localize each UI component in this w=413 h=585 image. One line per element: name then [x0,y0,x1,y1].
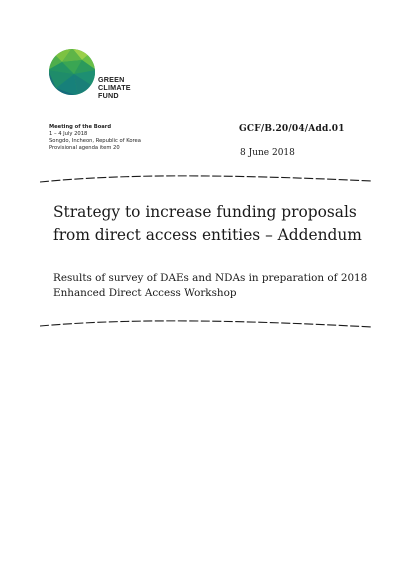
document-symbol: GCF/B.20/04/Add.01 [239,124,345,134]
document-subtitle: Results of survey of DAEs and NDAs in preparation of 2018 Enhanced Direct Access Workshop [53,272,368,299]
meeting-dates: 1 – 4 July 2018 [49,131,88,137]
document-date: 8 June 2018 [240,148,295,158]
gcf-logo [48,48,158,110]
logo-line-green: GREEN [98,75,125,84]
logo-wordmark [98,76,131,101]
meeting-location: Songdo, Incheon, Republic of Korea [49,138,141,144]
document-title: Strategy to increase funding proposals from direct access entities – Addendum [53,203,362,244]
wave-divider-top [40,172,372,186]
meeting-info [49,124,141,152]
globe-logo-icon [48,48,96,96]
meeting-title: Meeting of the Board [49,124,112,130]
logo-line-climate: CLIMATE [98,83,131,93]
logo-line-fund: FUND [98,91,119,101]
meeting-agenda: Provisional agenda item 20 [49,145,120,151]
wave-divider-bottom [40,317,372,331]
